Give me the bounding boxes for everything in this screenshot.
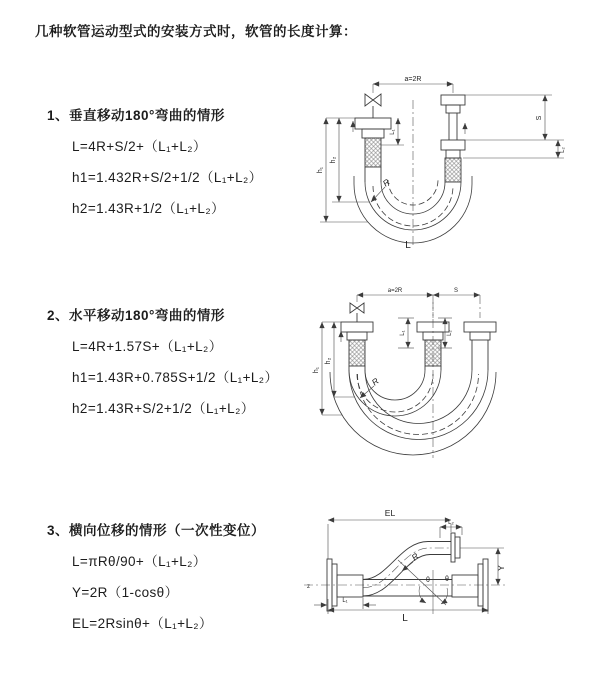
dim-label-h2: h₂ [330, 156, 337, 164]
formula-s2-h2: h2=1.43R+S/2+1/2（L₁+L₂） [72, 401, 255, 416]
angle-theta-label: θ [426, 577, 430, 584]
radius-label: R [409, 550, 421, 563]
dim-label-l2: L₂ [560, 147, 566, 153]
formula-s1-h1: h1=1.432R+S/2+1/2（L₁+L₂） [72, 170, 263, 185]
valve-icon [350, 303, 357, 313]
dim-label-l2: L₂ [448, 520, 454, 526]
construction-lines [398, 560, 448, 614]
formula-s2-h1: h1=1.43R+0.785S+1/2（L₁+L₂） [72, 370, 279, 385]
length-label: L [402, 613, 408, 624]
middle-pipe-assembly [417, 322, 449, 370]
valve-icon [373, 94, 381, 106]
braided-hose-section [445, 158, 461, 182]
centerlines [357, 295, 480, 458]
s-curve-hose-displaced-position [363, 533, 460, 596]
left-pipe-assembly [341, 303, 373, 370]
dim-label-s: S [536, 115, 543, 121]
formula-s3-Y: Y=2R（1-cosθ） [72, 585, 179, 600]
hose-u-bend-arcs [330, 370, 496, 455]
braided-hose-section [349, 340, 365, 366]
dim-label-h2: h₂ [325, 357, 332, 365]
dim-label-el: EL [384, 508, 396, 518]
page-title: 几种软管运动型式的安装方式时，软管的长度计算： [35, 24, 357, 39]
break-mark-label: z [307, 584, 310, 590]
left-pipe-assembly [355, 94, 391, 182]
braided-hose-section [365, 138, 381, 167]
formula-s2-L: L=4R+1.57S+（L₁+L₂） [72, 339, 223, 354]
section-2 [47, 304, 325, 428]
section-2-heading: 2、水平移动180°弯曲的情形 [47, 308, 225, 323]
section-1 [47, 104, 325, 228]
dim-label-y: Y [496, 565, 506, 571]
radius-label: R [380, 176, 392, 189]
valve-icon [365, 94, 373, 106]
formula-s3-L: L=πRθ/90+（L₁+L₂） [72, 554, 207, 569]
dim-label-s: S [453, 288, 459, 294]
right-pipe-assembly [441, 95, 465, 182]
dim-label-a2r: a=2R [387, 288, 403, 294]
diagram-horizontal-180-bend [310, 282, 600, 462]
dim-label-l1: L₁ [390, 129, 396, 135]
radius-label: R [369, 375, 381, 388]
centerlines [373, 84, 453, 248]
valve-icon [357, 303, 364, 313]
dim-label-l2: L₂ [447, 330, 453, 336]
formula-s1-h2: h2=1.43R+1/2（L₁+L₂） [72, 201, 225, 216]
diagram-vertical-180-bend [312, 70, 594, 260]
diagram-lateral-displacement [300, 502, 600, 647]
dim-label-a2r: a=2R [404, 76, 422, 83]
braided-hose-section [425, 340, 441, 366]
dimension-lines [322, 295, 480, 415]
formula-s3-EL: EL=2Rsinθ+（L₁+L₂） [72, 616, 213, 631]
length-label: L [405, 240, 411, 251]
section-3-heading: 3、横向位移的情形（一次性变位） [47, 523, 266, 538]
dim-label-l1: L₁ [400, 330, 406, 336]
dim-label-h1: h₁ [313, 366, 320, 374]
angle-theta-label: θ [445, 576, 449, 583]
dim-label-h1: h₁ [317, 166, 324, 174]
section-1-heading: 1、垂直移动180°弯曲的情形 [47, 108, 225, 123]
formula-s1-L: L=4R+S/2+（L₁+L₂） [72, 139, 207, 154]
dim-label-l1: L₁ [342, 598, 348, 604]
section-3 [47, 519, 325, 643]
centerlines [304, 548, 505, 588]
right-pipe-assembly [464, 322, 496, 370]
